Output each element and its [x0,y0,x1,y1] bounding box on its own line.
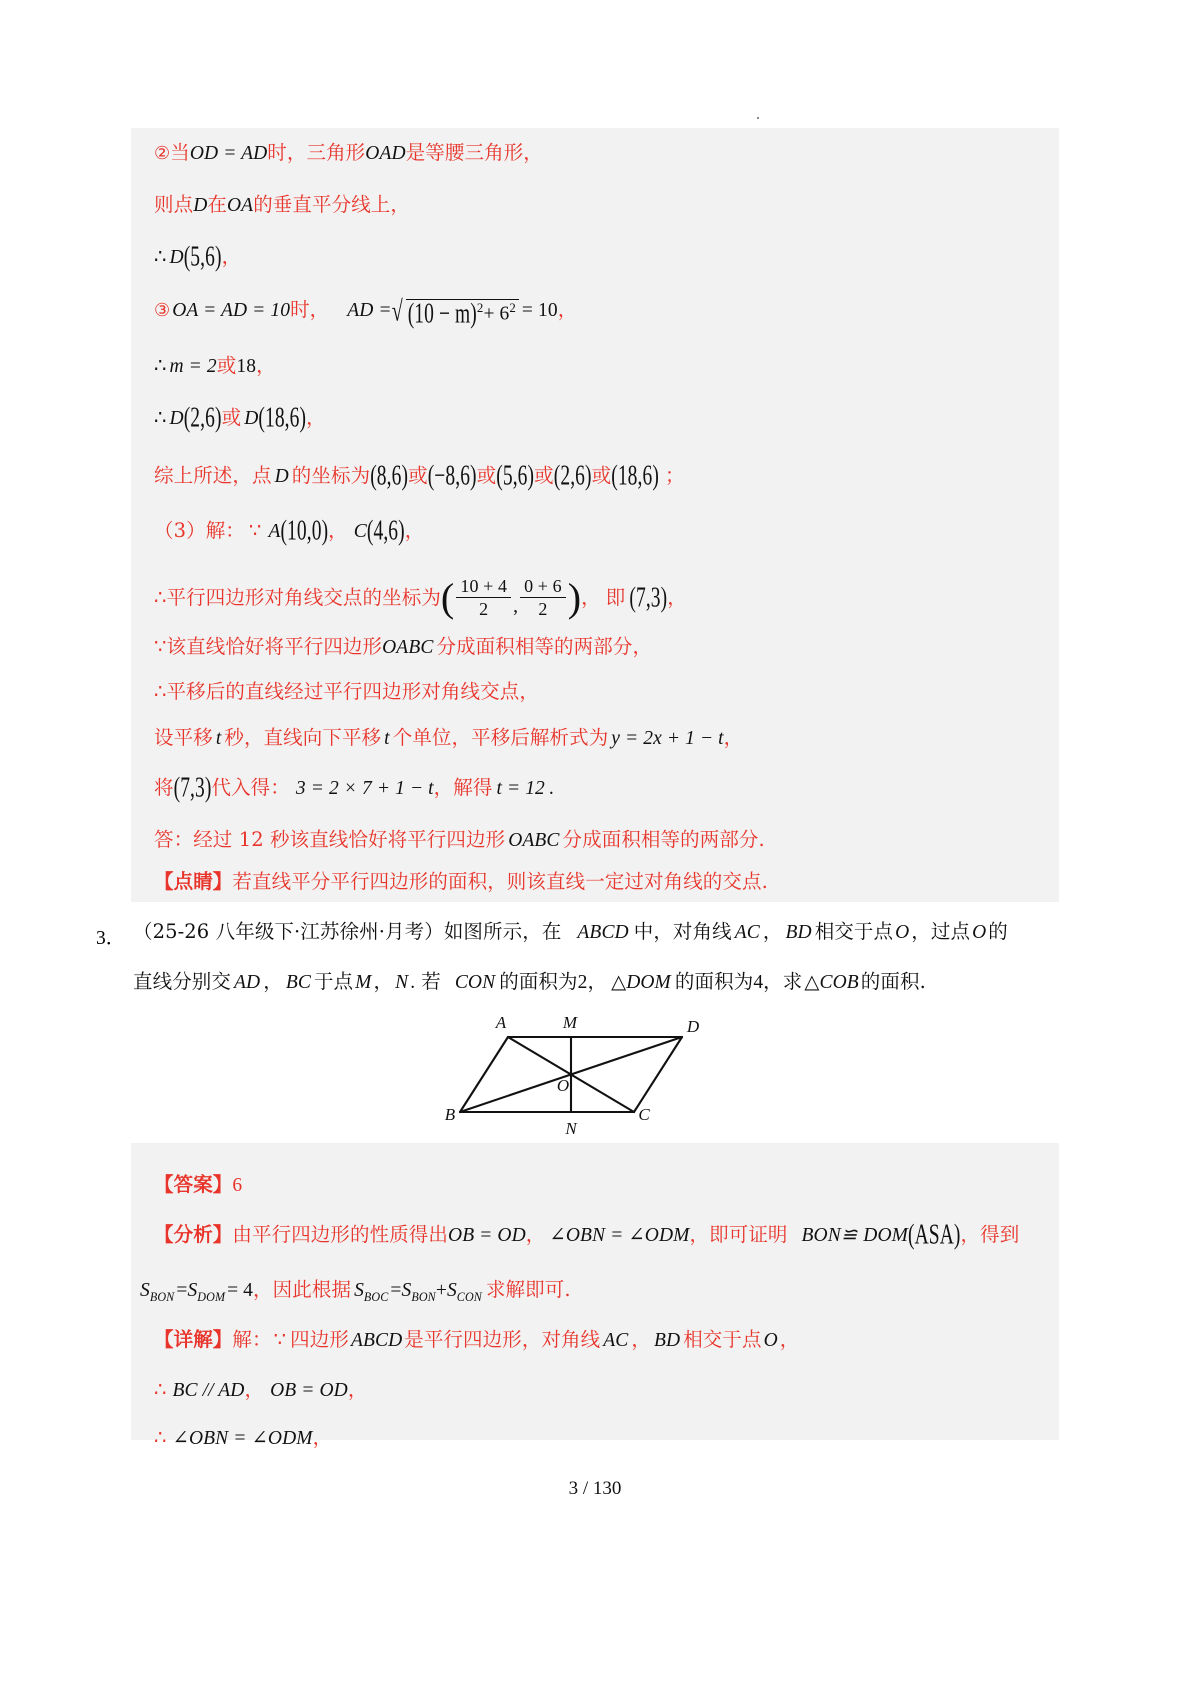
stray-dot [757,117,759,119]
text: 即可证明 [709,1223,788,1246]
math: 2 [577,972,588,993]
math: = 10 [521,299,558,321]
math: ABCD [577,922,629,943]
solution-line-13 [154,773,554,804]
text: 是等腰三角形， [405,141,543,164]
coordinate-pair: (5,6) [496,461,535,492]
text: 则点 [154,193,194,216]
right-paren: ) [567,575,582,621]
math: = [176,1280,188,1301]
math: △COB [804,972,859,993]
figure-label-O: O [556,1076,570,1095]
text: 或 [591,464,612,487]
text: . [410,972,416,993]
therefore-symbol: ∴ [154,408,167,429]
text: 时，三角形 [267,141,366,164]
answer-tag: 【答案】 [154,1173,233,1196]
text: 因此根据 [272,1278,352,1301]
math: CON [454,972,496,993]
text: ， [306,406,326,429]
math: + [435,1280,447,1301]
coordinate-pair: (18,6) [611,461,659,492]
text: ， [631,1328,651,1351]
math: D [274,466,289,487]
text: ， [244,1378,265,1401]
insight-tag: 【点睛】 [154,870,233,893]
solution-line-8 [154,516,425,547]
math: DOM [863,1225,908,1246]
page-footer: 3 / 130 [568,1478,622,1499]
text: ， [667,585,687,609]
text: ， [253,1278,273,1301]
subscript: BON [411,1289,436,1304]
parallelogram-figure [430,1000,730,1145]
math: OB = OD [448,1225,526,1246]
side-DC [634,1037,682,1112]
text: 的 [988,920,1008,943]
solution-line-6 [154,403,326,434]
subscript: DOM [197,1289,226,1304]
denominator: 2 [538,598,548,619]
text: 将 [154,776,174,799]
math: BON≌ [801,1225,858,1246]
math: 18 [236,356,257,377]
math: A [268,521,281,542]
math: O [763,1330,778,1351]
math: OABC [382,637,434,658]
text: ， [960,1223,981,1246]
text: 或 [476,464,497,487]
text: 秒，直线向下平移 [224,726,382,749]
text: 的垂直平分线上， [253,193,411,216]
math: BD [654,1330,681,1351]
text: 于点 [313,970,354,993]
math: AC [603,1330,629,1351]
math: OABC [508,830,560,851]
because-symbol: ∵ [154,637,167,658]
text: 综上所述，点 [154,464,272,487]
because-symbol: ∵ [273,1330,287,1351]
coordinate-pair: (2,6) [183,403,222,434]
coordinate-pair: (7,3) [173,773,212,804]
math: D [193,195,208,216]
solution-line-10 [154,637,652,658]
analysis-tag: 【分析】 [154,1223,233,1246]
solution-line-3 [154,242,242,273]
detail-tag: 【详解】 [154,1328,233,1351]
text: 如图所示，在 [443,920,562,943]
text: 答：经过 12 秒该直线恰好将平行四边形 [154,828,506,851]
text: 相交于点 [683,1328,762,1351]
text: 平移后的直线经过平行四边形对角线交点， [166,680,539,703]
denominator: 2 [479,598,489,619]
text: 当 [170,141,190,164]
solution-line-1 [154,143,543,164]
text: ， [557,297,578,321]
text: ， [347,1378,368,1401]
therefore-symbol: ∴ [154,356,167,377]
text: 个单位，平移后解析式为 [392,726,609,749]
figure-label-M: M [562,1013,578,1032]
side-AB [460,1037,508,1112]
question3-line-2 [133,972,926,993]
math: D [244,408,259,429]
solution-line-7 [154,461,685,492]
coordinate-pair: (10,0) [280,516,329,547]
marker-circled-3: ③ [154,299,171,321]
math: t = 12 [496,778,545,799]
math: = 4 [227,1280,254,1301]
square-root [391,295,519,330]
text: 设平移 [154,726,213,749]
text: 该直线恰好将平行四边形 [166,635,383,658]
therefore-symbol: ∴ [154,1380,167,1401]
text: . [548,778,554,799]
coordinate-pair: (8,6) [370,461,409,492]
math: + 6 [483,303,510,325]
math: ABCD [350,1330,403,1351]
math: OB = OD [270,1380,348,1401]
figure-label-D: D [686,1017,700,1036]
coordinate-pair: (2,6) [553,461,592,492]
text: 的面积. [860,970,926,993]
text: 代入得： [211,776,290,799]
figure-label-B: B [444,1105,456,1124]
math: ∠OBN = ∠ODM [549,1225,690,1246]
text: ， [312,1426,333,1449]
text: 的面积为 [499,970,578,993]
math: OD = AD [189,143,268,164]
text: 的面积为 [674,970,754,993]
math: ∠OBN = ∠ODM [172,1428,313,1449]
therefore-symbol: ∴ [154,1428,167,1449]
coordinate-pair: (−8,6) [427,461,477,492]
text: 得到 [980,1223,1020,1246]
answer-value: 6 [232,1175,243,1196]
math: S [140,1280,150,1301]
answer-line-1 [154,1175,242,1196]
text: 或 [534,464,554,487]
radical-sign: √ [391,295,403,328]
coordinate-pair: (7,3) [629,582,668,614]
separator: , [513,596,519,618]
math: 4 [753,972,764,993]
math: C [353,521,367,542]
text: ， [256,354,276,377]
math: D [169,408,184,429]
text: 分成面积相等的两部分， [436,635,653,658]
text: ， [263,970,283,993]
subscript: CON [456,1289,482,1304]
question3-line-1 [133,922,1008,943]
marker-circled-2: ② [154,143,171,164]
answer-line-5 [154,1380,367,1401]
answer-line-4 [154,1330,799,1351]
coordinate-pair: (5,6) [183,242,222,273]
fraction-2 [520,577,566,620]
math: OA [227,195,254,216]
text: 的坐标为 [291,464,371,487]
math: BC // AD [172,1380,245,1401]
left-paren: ( [440,575,455,621]
text: 求 [782,970,803,993]
math: S [446,1280,457,1301]
math: AD = [347,299,392,321]
subscript: BOC [363,1289,389,1304]
solution-line-11 [154,682,539,703]
text: ，过点 [911,920,971,943]
text: 或 [216,354,237,377]
text: 即 [605,585,626,609]
text: 四边形 [290,1328,349,1351]
text: 若直线平分平行四边形的面积，则该直线一定过对角线的交点. [232,870,768,893]
math: AC [734,922,760,943]
math: D [169,247,184,268]
text: ， [433,776,454,799]
math: 3 = 2 × 7 + 1 − t [295,778,434,799]
solution-line-2 [154,195,410,216]
math: (10 − m) [407,298,477,330]
text: 直线分别交 [133,970,232,993]
subscript: BON [149,1289,175,1304]
answer-line-3 [140,1280,571,1303]
text: 求解即可. [485,1278,571,1301]
text: ， [221,245,242,268]
math: OA = AD = 10 [172,299,291,321]
math: O [972,922,987,943]
text: ， [762,920,783,943]
text: 或 [408,464,428,487]
text: ， [689,1223,710,1246]
figure-label-N: N [565,1119,577,1138]
math: S [354,1280,364,1301]
text: 解： [232,1328,272,1351]
text: ， [779,1328,800,1351]
math: OAD [365,143,406,164]
math: t [215,728,222,749]
text: ， [373,970,394,993]
text: ， [404,519,425,542]
fraction-group [440,575,582,621]
numerator: 10 + 4 [456,577,511,598]
math: M [355,972,372,993]
text: 平行四边形对角线交点的坐标为 [166,585,441,609]
math: t [384,728,390,749]
solution-line-4 [154,295,578,330]
therefore-symbol: ∴ [154,587,167,609]
text: ， [763,970,783,993]
text: 或 [221,406,242,429]
coordinate-pair: (18,6) [258,403,307,434]
therefore-symbol: ∴ [154,247,167,268]
text: ， [587,970,608,993]
text: ， [525,1223,546,1246]
text: 若 [421,970,441,993]
math: m = 2 [169,356,217,377]
text: 分成面积相等的两部分. [562,828,765,851]
figure-label-A: A [495,1013,507,1032]
question-source: （25-26 八年级下·江苏徐州·月考） [133,920,444,943]
therefore-symbol: ∴ [154,682,167,703]
math: S [187,1280,198,1301]
text: 在 [207,193,227,216]
math: AD [234,972,261,993]
solution-line-9 [154,575,687,621]
answer-line-6 [154,1428,332,1449]
solution-line-5 [154,356,276,377]
coordinate-pair: (4,6) [366,516,405,547]
text: ； [664,464,685,487]
text: ， [581,585,601,609]
text: 解得 [453,776,493,799]
text: 是平行四边形，对角线 [404,1328,601,1351]
solution-line-12 [154,728,743,749]
text: 中，对角线 [633,920,732,943]
solution-line-14 [154,830,765,851]
text: 相交于点 [814,920,894,943]
math: △DOM [611,972,671,993]
math: (ASA) [908,1220,961,1251]
question-number: 3． [96,928,126,949]
answer-line-2 [154,1220,1020,1251]
math: y = 2x + 1 − t [611,728,724,749]
math: = [390,1280,402,1301]
text: 由平行四边形的性质得出 [232,1223,449,1246]
math: S [401,1280,412,1301]
text: 时， [290,297,330,321]
exponent: 2 [476,301,484,315]
math: BD [785,922,812,943]
numerator: 0 + 6 [520,577,566,598]
fraction-1 [456,577,511,620]
because-symbol: ∵ [248,521,262,542]
figure-label-C: C [638,1105,650,1124]
math: BC [285,972,311,993]
text: ， [328,519,348,542]
text: ， [723,726,744,749]
exponent: 2 [509,301,516,315]
math: N [395,972,409,993]
math: O [895,922,910,943]
text: （3）解： [154,519,245,542]
solution-line-15 [154,872,768,893]
